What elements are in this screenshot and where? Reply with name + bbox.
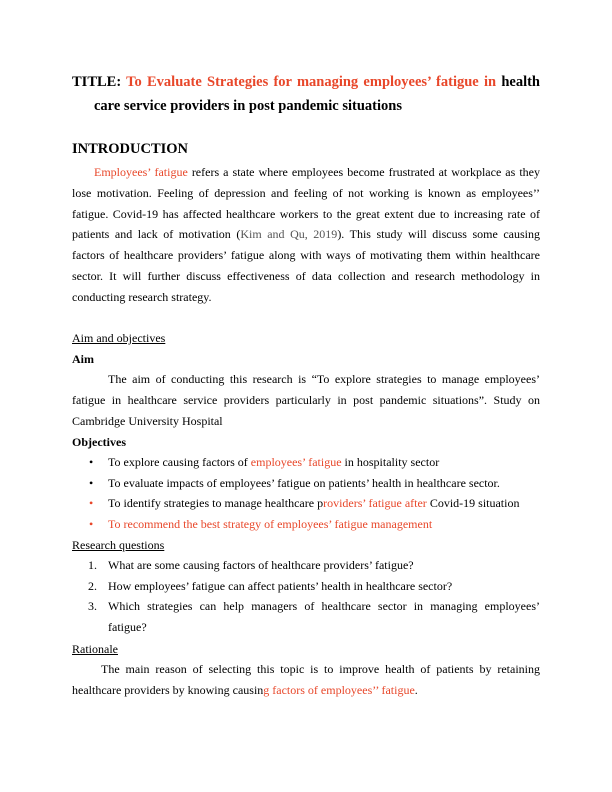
intro-line-7: conducting research strategy.: [72, 289, 212, 304]
aim-line-1: The aim of conducting this research is “To explore strategies to manage employees’: [108, 372, 540, 386]
rationale-paragraph: [72, 659, 540, 701]
intro-line-4: patients and lack of motivation (Kim and Qu, 2019). This study will discuss some causing: [72, 227, 541, 242]
rationale-line-2: healthcare providers by knowing causing factors of employees’’ fatigue.: [72, 682, 418, 697]
bullet-icon: •: [89, 455, 94, 469]
aim-line-2: fatigue in healthcare service providers particularly in post pandemic situations”. Study on: [72, 392, 540, 407]
bullet-icon: •: [89, 516, 94, 531]
aim-paragraph: [72, 369, 540, 431]
question-number: 3.: [88, 599, 97, 613]
question-number: 1.: [88, 558, 97, 572]
aim-line-3: Cambridge University Hospital: [72, 413, 223, 428]
aim-objectives-heading: Aim and objectives: [72, 331, 166, 345]
title-highlighted: To Evaluate Strategies for managing employees’ fatigue in: [126, 74, 497, 90]
intro-line-2: lose motivation. Feeling of depression and feeling of not working is known as employees’’: [72, 185, 540, 200]
bullet-icon: •: [89, 496, 94, 510]
citation: Kim and Qu, 2019: [240, 227, 338, 242]
rationale-heading: Rationale: [72, 642, 118, 656]
objectives-heading: Objectives: [72, 435, 126, 449]
document-title-line2: care service providers in post pandemic situations: [94, 98, 402, 114]
research-questions-heading: Research questions: [72, 538, 165, 552]
intro-line-1: Employees’ fatigue refers a state where employees become frustrated at workplace as they: [94, 165, 540, 179]
intro-term: Employees’ fatigue: [94, 165, 188, 179]
rationale-line-1: The main reason of selecting this topic is to improve health of patients by retaining: [101, 662, 540, 676]
intro-line-6: sector. It will further discuss effectiveness of data collection and research methodology in: [72, 268, 540, 283]
title-trailing: health: [501, 74, 540, 90]
title-label: TITLE:: [72, 74, 122, 90]
aim-heading: Aim: [72, 352, 94, 366]
bullet-icon: •: [89, 475, 94, 490]
question-number: 2.: [88, 578, 97, 593]
intro-line-5: factors of healthcare providers’ fatigue along with ways of motivating them within healthcare: [72, 248, 540, 263]
intro-line-3: fatigue. Covid-19 has affected healthcare workers to the great extent due to increasing rate of: [72, 206, 540, 221]
introduction-heading: INTRODUCTION: [72, 141, 189, 157]
document-title: [72, 71, 540, 93]
introduction-paragraph: [72, 162, 540, 308]
